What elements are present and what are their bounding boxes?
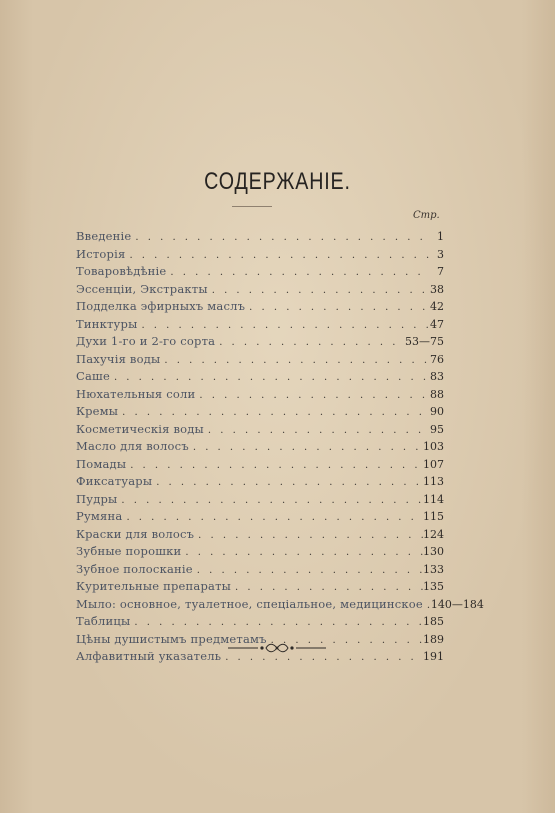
toc-entry — [76, 438, 444, 456]
toc-entry-page: 47 — [430, 317, 444, 331]
toc-entry-label: Товаровѣдѣніе — [76, 264, 167, 278]
toc-entry-page: 185 — [423, 615, 444, 628]
dot-leader — [125, 247, 430, 265]
dot-leader — [193, 562, 423, 580]
toc-entry-page: 140—184 — [430, 597, 484, 611]
toc-entry — [76, 491, 444, 509]
toc-entry — [76, 508, 444, 526]
decorative-divider-icon — [222, 641, 332, 655]
toc-entry — [76, 561, 444, 579]
toc-entry — [76, 456, 444, 474]
toc-entry — [76, 368, 444, 386]
toc-entry — [76, 421, 444, 439]
toc-entry-label: Пахучія воды — [76, 351, 161, 366]
toc-entry-label: Масло для волосъ — [76, 439, 189, 453]
toc-entry — [76, 316, 444, 334]
toc-entry-label: Нюхательныя соли — [76, 386, 196, 401]
dot-leader — [181, 544, 423, 562]
toc-entry-page: 103 — [423, 440, 444, 453]
toc-entry — [76, 596, 484, 614]
toc-entry — [76, 578, 444, 596]
toc-entry — [76, 228, 444, 246]
toc-entry-label: Подделка эфирныхъ маслъ — [76, 299, 246, 313]
toc-entry-label: Зубное полосканіе — [76, 561, 193, 576]
toc-entry-label: Мыло: основное, туалетное, спеціальное, медицинское — [76, 596, 423, 611]
title-underline — [232, 206, 272, 207]
toc-entry-label: Цѣны душистымъ предметамъ — [76, 631, 267, 646]
toc-entry-label: Румяна — [76, 509, 123, 523]
toc-entry-page: 130 — [423, 545, 444, 558]
toc-entry-label: Помады — [76, 456, 127, 471]
dot-leader — [245, 299, 430, 317]
toc-entry-label: Фиксатуары — [76, 474, 153, 488]
toc-entry-page: 95 — [430, 422, 444, 436]
toc-entry-page: 124 — [423, 527, 444, 541]
toc-entry-label: Алфавитный указатель — [76, 649, 222, 663]
toc-entry-page: 38 — [430, 282, 444, 296]
dot-leader — [131, 229, 430, 247]
toc-entry-page: 42 — [430, 300, 444, 313]
dot-leader — [195, 387, 430, 405]
toc-entry — [76, 543, 444, 561]
page-title: СОДЕРЖАНІЕ. — [204, 168, 351, 195]
dot-leader — [130, 614, 423, 632]
toc-entry — [76, 613, 444, 631]
toc-entry — [76, 351, 444, 369]
toc-entry-page: 113 — [423, 475, 444, 488]
dot-leader — [189, 439, 423, 457]
toc-entry-label: Саше — [76, 369, 110, 383]
toc-entry — [76, 526, 444, 544]
toc-entry-label: Духи 1-го и 2-го сорта — [76, 334, 216, 348]
toc-entry-label: Введеніе — [76, 229, 132, 243]
dot-leader — [166, 264, 430, 282]
toc-entry-label: Кремы — [76, 404, 119, 418]
toc-entry-page: 133 — [423, 562, 444, 576]
toc-entry — [76, 246, 444, 264]
dot-leader — [122, 509, 423, 527]
toc-entry-page: 88 — [430, 387, 444, 401]
toc-entry-label: Тинктуры — [76, 316, 138, 331]
toc-entry — [76, 386, 444, 404]
page-column-header: Стр. — [413, 210, 440, 221]
toc-entry-page: 83 — [430, 370, 444, 383]
dot-leader — [126, 457, 423, 475]
toc-entry-page: 76 — [430, 352, 444, 366]
dot-leader — [204, 422, 430, 440]
dot-leader — [110, 369, 430, 387]
toc-entry — [76, 263, 444, 281]
toc-entry-label: Пудры — [76, 491, 118, 506]
toc-entry-page: 1 — [437, 230, 444, 243]
dot-leader — [160, 352, 430, 370]
toc-entry — [76, 403, 444, 421]
dot-leader — [117, 492, 423, 510]
toc-entry-page: 191 — [423, 650, 444, 663]
toc-entry-label: Краски для волосъ — [76, 526, 195, 541]
toc-entry — [76, 473, 444, 491]
toc-entry-page: 115 — [423, 510, 444, 523]
toc-entry — [76, 333, 444, 351]
dot-leader — [194, 527, 423, 545]
toc-entry-label: Исторія — [76, 246, 126, 261]
dot-leader — [118, 404, 430, 422]
toc-entry-page: 3 — [437, 247, 444, 261]
toc-entry-label: Курительные препараты — [76, 579, 231, 593]
toc-entry-label: Таблицы — [76, 614, 131, 628]
dot-leader — [208, 282, 430, 300]
dot-leader — [137, 317, 430, 335]
toc-entry — [76, 281, 444, 299]
toc-entry-page: 53—75 — [405, 335, 444, 348]
toc-entry-page: 189 — [423, 632, 444, 646]
toc-entry-page: 107 — [423, 457, 444, 471]
toc-entry-page: 114 — [423, 492, 444, 506]
toc-entry-label: Эссенціи, Экстракты — [76, 281, 208, 296]
toc-entry-label: Зубные порошки — [76, 544, 182, 558]
dot-leader — [423, 597, 431, 615]
toc-entry-page: 7 — [437, 265, 444, 278]
dot-leader — [231, 579, 423, 597]
toc-entry-page: 90 — [430, 405, 444, 418]
dot-leader — [215, 334, 405, 352]
table-of-contents — [76, 228, 484, 666]
toc-entry — [76, 298, 444, 316]
toc-entry-page: 135 — [423, 580, 444, 593]
dot-leader — [152, 474, 423, 492]
toc-entry-label: Косметическія воды — [76, 421, 204, 436]
